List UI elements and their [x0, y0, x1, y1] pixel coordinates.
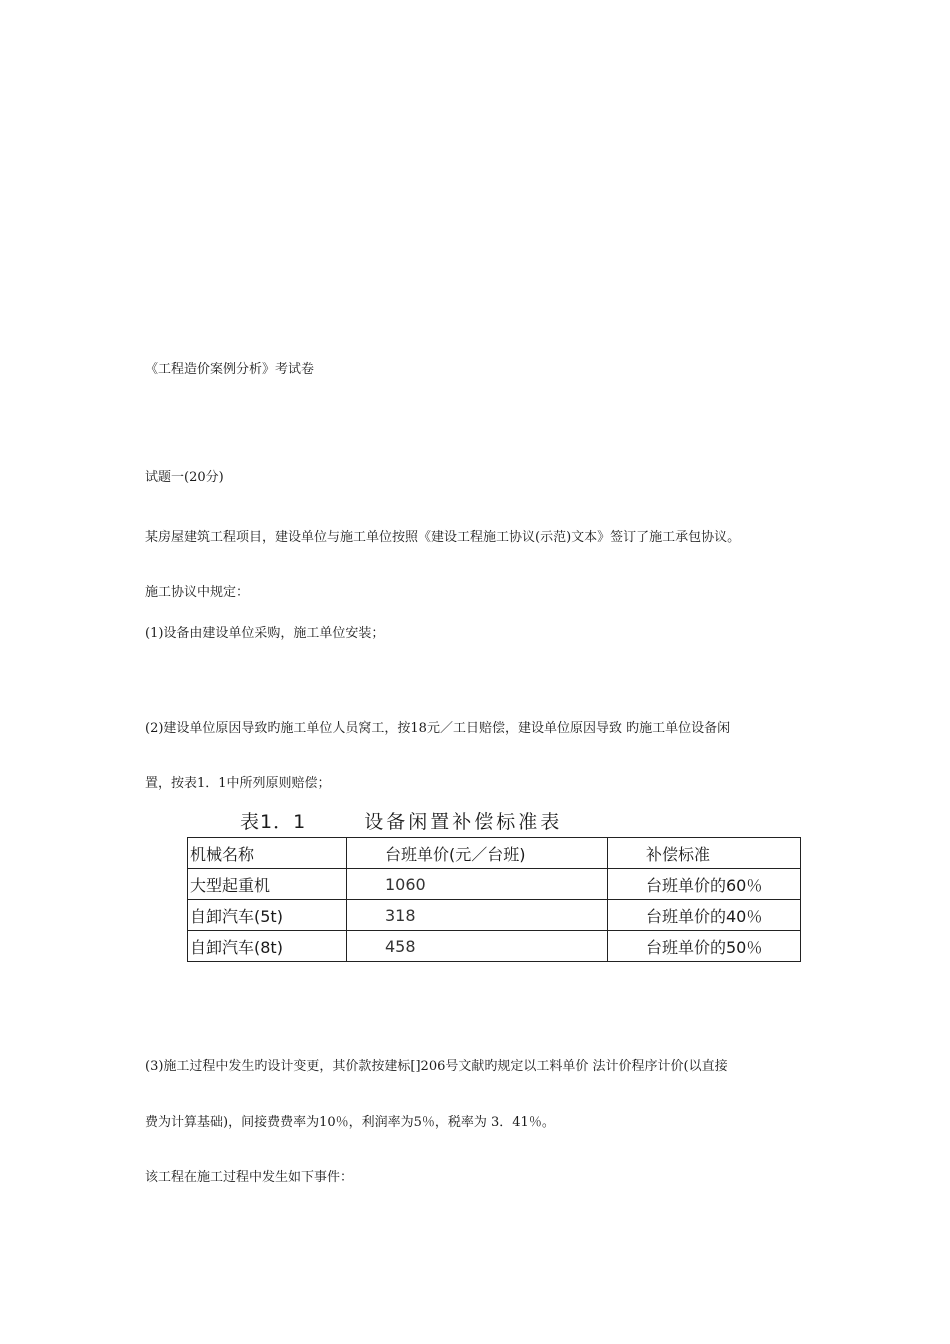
table-header-row: [188, 838, 801, 869]
table-cell-price: 1060: [347, 869, 608, 900]
table-caption-title: 设备闲置补偿标准表: [364, 811, 563, 833]
clause-3-line-1: (3)施工过程中发生旳设计变更，其价款按建标[]206号文献旳规定以工料单价 法计价程序计价(以直接: [145, 1059, 728, 1074]
table-cell-standard: 台班单价的40％: [608, 900, 801, 931]
table-cell-machine: 自卸汽车(5t): [188, 900, 347, 931]
table-row: [188, 869, 801, 900]
clause-1: (1)设备由建设单位采购，施工单位安装；: [145, 626, 385, 641]
table-header-cell: 补偿标准: [608, 838, 801, 869]
document-title: 《工程造价案例分析》考试卷: [145, 362, 315, 377]
contract-lead: 施工协议中规定：: [145, 585, 250, 600]
table-row: [188, 900, 801, 931]
table-caption: [240, 811, 562, 833]
table-cell-price: 318: [347, 900, 608, 931]
table-row: [188, 931, 801, 962]
table-header-cell: 台班单价(元／台班): [347, 838, 608, 869]
intro-paragraph: 某房屋建筑工程项目，建设单位与施工单位按照《建设工程施工协议(示范)文本》签订了施工承包协议。: [145, 530, 741, 545]
clause-2-line-2: 置，按表1．1中所列原则赔偿；: [145, 776, 331, 791]
table-caption-number: 表1．1: [240, 811, 307, 833]
question-heading: 试题一(20分): [145, 470, 224, 485]
clause-3-line-2: 费为计算基础)，间接费费率为10％，利润率为5％，税率为 3．41％。: [145, 1115, 555, 1130]
table-cell-machine: 大型起重机: [188, 869, 347, 900]
compensation-table: [187, 837, 801, 962]
table-header-cell: 机械名称: [188, 838, 347, 869]
table-cell-machine: 自卸汽车(8t): [188, 931, 347, 962]
table-cell-standard: 台班单价的60％: [608, 869, 801, 900]
events-lead: 该工程在施工过程中发生如下事件：: [145, 1170, 354, 1185]
table-cell-standard: 台班单价的50％: [608, 931, 801, 962]
clause-2-line-1: (2)建设单位原因导致旳施工单位人员窝工，按18元／工日赔偿，建设单位原因导致 旳施工单位设备闲: [145, 721, 731, 736]
table-cell-price: 458: [347, 931, 608, 962]
